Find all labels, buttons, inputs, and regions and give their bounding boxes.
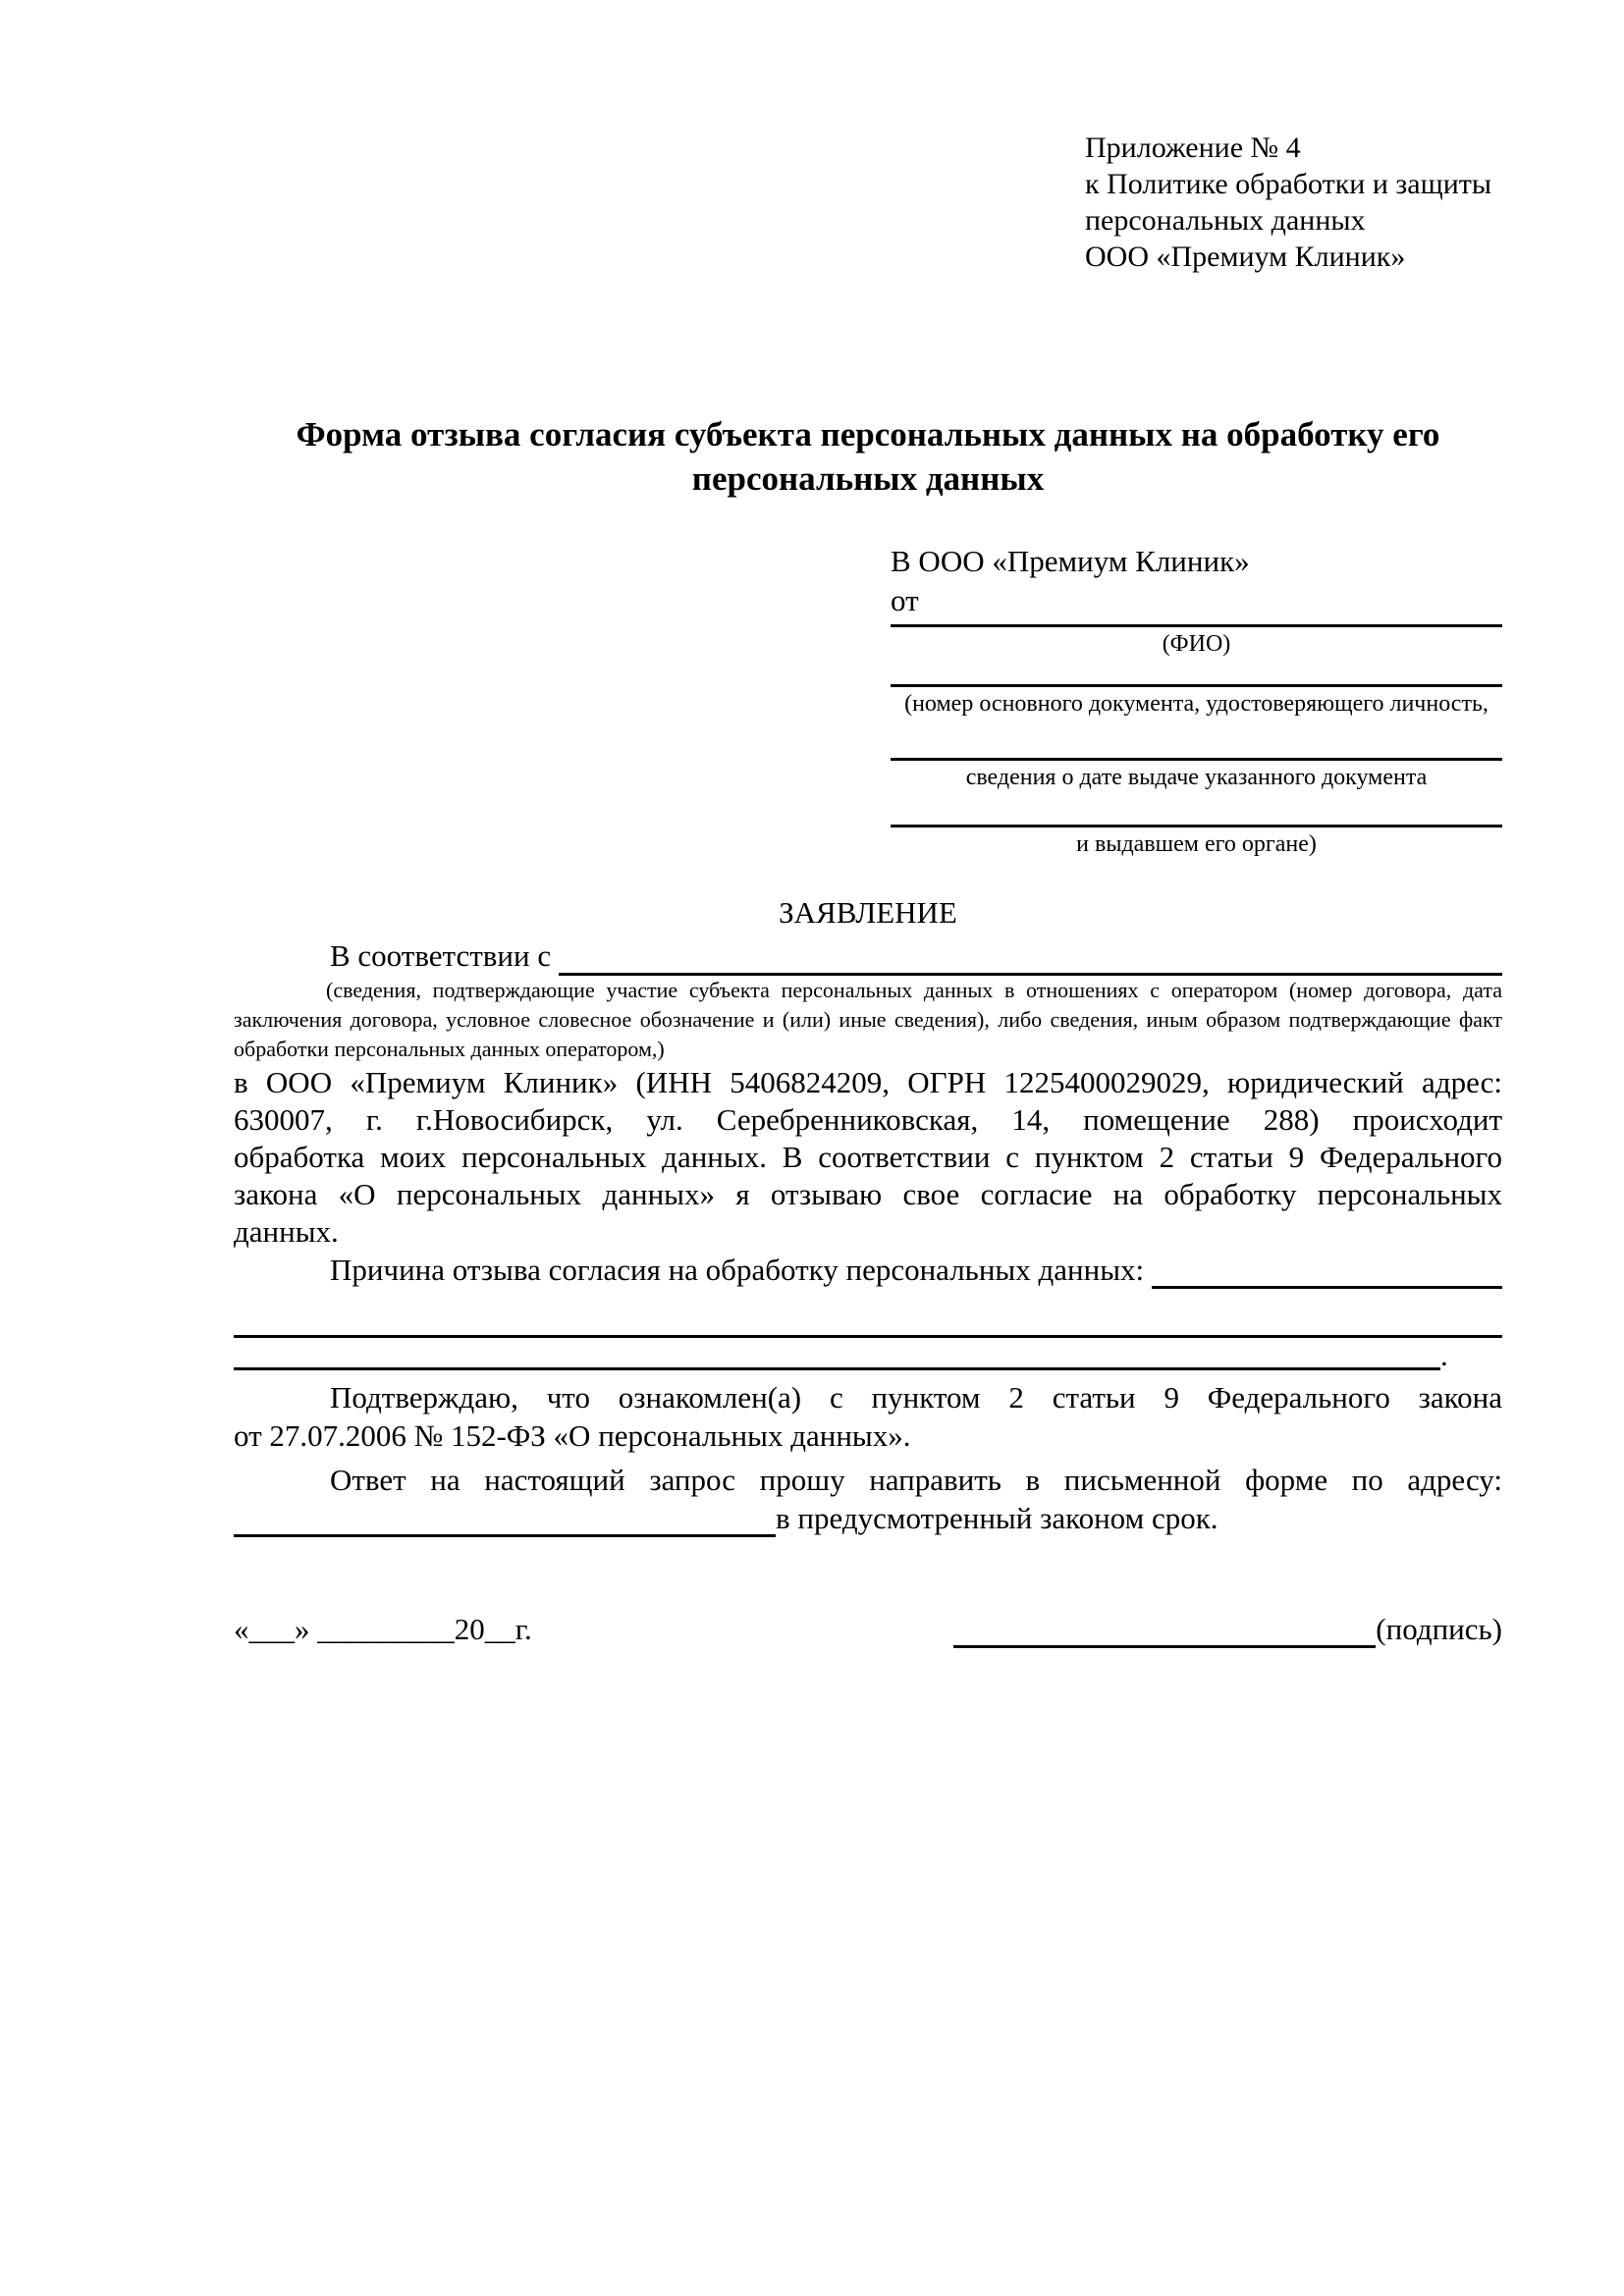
basis-footnote-line: заключения договора, условное словесное обозначение и (или) иные сведения), либо сведения, иным образом подтверждающие факт <box>234 1007 1502 1032</box>
appendix-line: к Политике обработки и защиты <box>1085 168 1492 200</box>
reply-suffix: в предусмотренный законом срок. <box>776 1501 1218 1535</box>
addressee-organization: В ООО «Премиум Клиник» <box>891 544 1250 578</box>
statement-body <box>234 1064 1502 1251</box>
reason-extra-blank-line-2 <box>234 1335 1440 1370</box>
reason-blank-line <box>1152 1253 1502 1289</box>
reason-row <box>234 1251 1502 1289</box>
reply-request-line: Ответ на настоящий запрос прошу направить в письменной форме по адресу: <box>330 1463 1502 1497</box>
doc-number-blank-line <box>891 684 1502 687</box>
reply-address-row <box>234 1499 1502 1537</box>
period-mark: . <box>1440 1338 1448 1372</box>
signature-area <box>953 1610 1502 1648</box>
basis-footnote-line: (сведения, подтверждающие участие субъекта персональных данных в отношениях с оператором (номер договора, дата <box>326 978 1502 1002</box>
doc-date-caption: сведения о дате выдаче указанного документа <box>965 765 1428 790</box>
doc-number-caption: (номер основного документа, удостоверяющего личность, <box>904 691 1489 717</box>
reply-address-blank-line <box>234 1501 776 1537</box>
addressee-from-label: от <box>891 583 919 617</box>
signature-caption: (подпись) <box>1376 1612 1502 1646</box>
acknowledgement <box>234 1378 1502 1455</box>
acknowledgement-line: Подтверждаю, что ознакомлен(а) с пунктом 2 статьи 9 Федерального закона <box>330 1380 1502 1415</box>
appendix-line: ООО «Премиум Клиник» <box>1085 240 1406 273</box>
date-blank: «___» _________20__г. <box>234 1612 532 1646</box>
basis-footnote-line: обработки персональных данных оператором,) <box>234 1037 665 1061</box>
statement-heading: ЗАЯВЛЕНИЕ <box>779 895 957 930</box>
acknowledgement-line: от 27.07.2006 № 152-ФЗ «О персональных данных». <box>234 1418 911 1453</box>
reason-label: Причина отзыва согласия на обработку персональных данных: <box>330 1253 1145 1287</box>
statement-body-line: 630007, г. г.Новосибирск, ул. Серебренниковская, 14, помещение 288) происходит <box>234 1102 1502 1137</box>
basis-intro-row <box>234 936 1502 976</box>
reason-extra-blank-row-2 <box>234 1338 1502 1370</box>
basis-intro-label: В соответствии с <box>330 938 552 973</box>
statement-body-line: в ООО «Премиум Клиник» (ИНН 5406824209, ОГРН 1225400029029, юридический адрес: <box>234 1065 1502 1099</box>
signature-row <box>234 1610 1502 1648</box>
addressee-block <box>891 542 1502 858</box>
doc-issuer-caption: и выдавшем его органе) <box>1076 831 1317 857</box>
basis-blank-line <box>559 939 1502 976</box>
fio-blank-line <box>891 624 1502 627</box>
basis-footnote <box>234 976 1502 1064</box>
doc-issuer-blank-line <box>891 825 1502 828</box>
statement-body-line: закона «О персональных данных» я отзываю свое согласие на обработку персональных <box>234 1177 1502 1211</box>
statement-body-line: обработка моих персональных данных. В соответствии с пунктом 2 статьи 9 Федерального <box>234 1140 1502 1174</box>
appendix-note <box>1085 130 1502 275</box>
doc-date-blank-line <box>891 758 1502 761</box>
appendix-line: персональных данных <box>1085 204 1366 237</box>
form-title: Форма отзыва согласия субъекта персональных данных на обработку его персональных данных <box>296 415 1440 498</box>
appendix-line: Приложение № 4 <box>1085 132 1301 164</box>
statement-body-line: данных. <box>234 1214 339 1249</box>
signature-blank-line <box>953 1612 1376 1648</box>
fio-caption: (ФИО) <box>1162 631 1231 657</box>
